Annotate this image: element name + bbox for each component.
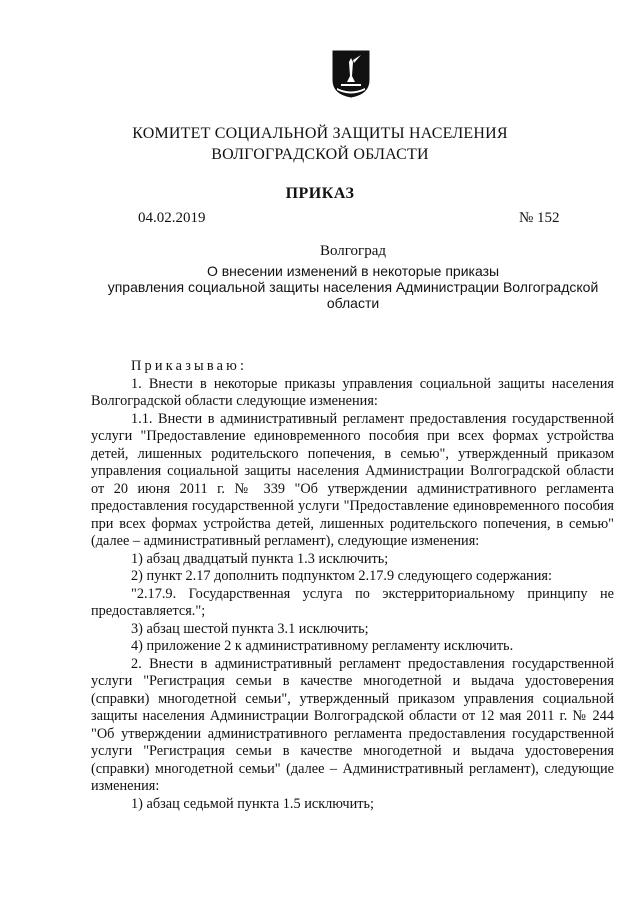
paragraph-1-1: 1.1. Внести в административный регламент предоставления государственной услуги "Предоставление единовременного пособия при всех формах устройства детей, лишенных родительского попечения, в семью", утвержденный приказом управления социальной защиты населения Администрации Волгоградской области от 20 июня 2011 г. № 339 "Об утверждении административного регламента предоставления государственной услуги "Предоставление единовременного пособия при всех формах устройства детей, лишенных родительского попечения, в семью" (далее – административный регламент), следующие изменения: — [91, 410, 614, 549]
document-subject — [92, 263, 614, 311]
subject-line-1: О внесении изменений в некоторые приказы — [206, 263, 500, 279]
list-item: 2) пункт 2.17 дополнить подпунктом 2.17.9 следующего содержания: — [131, 568, 552, 584]
paragraph-1: 1. Внести в некоторые приказы управления социальной защиты населения Волгоградской области следующие изменения: — [91, 375, 614, 409]
order-lead: Приказываю: — [131, 358, 248, 374]
committee-line-1: КОМИТЕТ СОЦИАЛЬНОЙ ЗАЩИТЫ НАСЕЛЕНИЯ — [132, 125, 508, 142]
document-body — [91, 358, 614, 813]
subject-line-3: области — [326, 295, 380, 311]
document-title: ПРИКАЗ — [285, 185, 355, 202]
document-date: 04.02.2019 — [138, 210, 206, 226]
list-item: 4) приложение 2 к административному регламенту исключить. — [131, 638, 514, 654]
document-city: Волгоград — [319, 243, 386, 259]
committee-line-2: ВОЛГОГРАДСКОЙ ОБЛАСТИ — [211, 146, 429, 163]
paragraph-2: 2. Внести в административный регламент предоставления государственной услуги "Регистрация семьи в качестве многодетной и выдача удостоверения (справки) многодетной семьи", утвержденный приказом управления социальной защиты населения Администрации Волгоградской области от 12 мая 2011 г. № 244 "Об утверждении административного регламента предоставления государственной услуги "Регистрация семьи в качестве многодетной и выдача удостоверения (справки) многодетной семьи" (далее – Административный регламент), следующие изменения: — [91, 655, 614, 794]
list-item: 1) абзац двадцатый пункта 1.3 исключить; — [131, 550, 389, 567]
quoted-text: "2.17.9. Государственная услуга по экстерриториальному принципу не предоставляется."; — [91, 585, 614, 619]
list-item: 1) абзац седьмой пункта 1.5 исключить; — [131, 795, 375, 812]
volgograd-coat-of-arms-icon — [332, 50, 370, 98]
subject-line-2: управления социальной защиты населения Администрации Волгоградской — [107, 279, 599, 295]
list-item: 3) абзац шестой пункта 3.1 исключить; — [131, 620, 369, 637]
document-number: № 152 — [519, 210, 560, 226]
committee-name — [0, 123, 640, 165]
